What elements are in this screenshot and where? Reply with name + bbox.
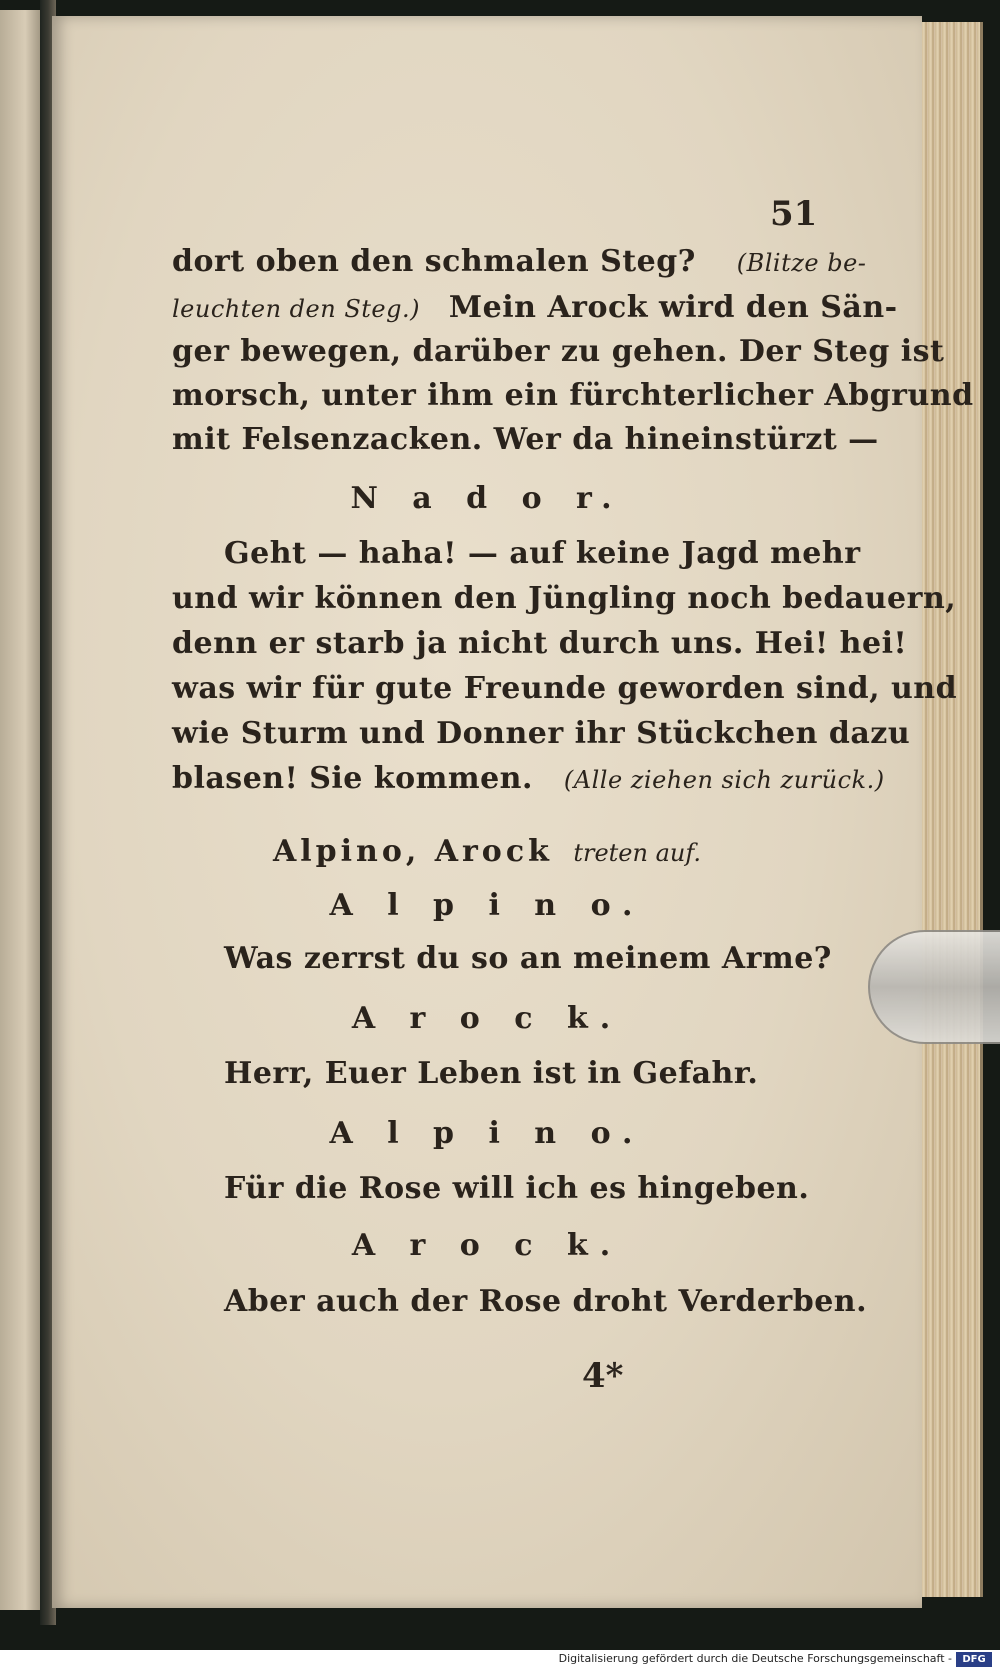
text-line: Für die Rose will ich es hingeben. xyxy=(224,1171,810,1206)
stage-direction: (Alle ziehen sich zurück.) xyxy=(563,766,885,794)
text-line: ger bewegen, darüber zu gehen. Der Steg ist xyxy=(172,334,945,369)
book-page xyxy=(52,16,974,1608)
text-line: und wir können den Jüngling noch bedauern, xyxy=(172,581,957,616)
text-line: Geht — haha! — auf keine Jagd mehr xyxy=(224,536,861,571)
speaker-alpino: A l p i n o. xyxy=(329,888,645,923)
stage-direction: treten auf. xyxy=(573,839,702,867)
text-line: was wir für gute Freunde geworden sind, und xyxy=(172,671,958,706)
left-page-edge xyxy=(0,10,44,1610)
dfg-logo: DFG xyxy=(956,1652,992,1667)
text-line-part: dort oben den schmalen Steg? xyxy=(172,244,696,279)
footer-bar xyxy=(0,1650,1000,1671)
text-line: Aber auch der Rose droht Verderben. xyxy=(224,1284,868,1319)
stage-direction: leuchten den Steg.) xyxy=(172,295,420,323)
text-line xyxy=(172,290,898,325)
footer-credit: Digitalisierung gefördert durch die Deutsche Forschungsgemeinschaft - xyxy=(558,1652,952,1665)
speaker-arock: A r o c k. xyxy=(351,1228,623,1263)
text-line-part: blasen! Sie kommen. xyxy=(172,761,533,796)
speaker-arock: A r o c k. xyxy=(351,1001,623,1036)
text-line: Was zerrst du so an meinem Arme? xyxy=(224,941,832,976)
text-line xyxy=(172,244,866,279)
text-line-part: Mein Arock wird den Sän- xyxy=(448,290,898,325)
text-line: denn er starb ja nicht durch uns. Hei! hei! xyxy=(172,626,908,661)
entrance-line xyxy=(52,834,922,869)
text-line: Herr, Euer Leben ist in Gefahr. xyxy=(224,1056,759,1091)
text-line: mit Felsenzacken. Wer da hineinstürzt — xyxy=(172,422,879,457)
signature-mark: 4* xyxy=(582,1356,624,1396)
stage-direction: (Blitze be- xyxy=(736,249,867,277)
speaker-alpino: A l p i n o. xyxy=(329,1116,645,1151)
speaker-nador: N a d o r. xyxy=(350,481,624,516)
text-line: morsch, unter ihm ein fürchterlicher Abgrund xyxy=(172,378,974,413)
entrance-names: Alpino, Arock xyxy=(272,834,553,869)
text-line: wie Sturm und Donner ihr Stückchen dazu xyxy=(172,716,911,751)
page-clip-tab xyxy=(868,930,1000,1044)
page-number: 51 xyxy=(770,194,818,234)
text-line xyxy=(172,761,885,796)
